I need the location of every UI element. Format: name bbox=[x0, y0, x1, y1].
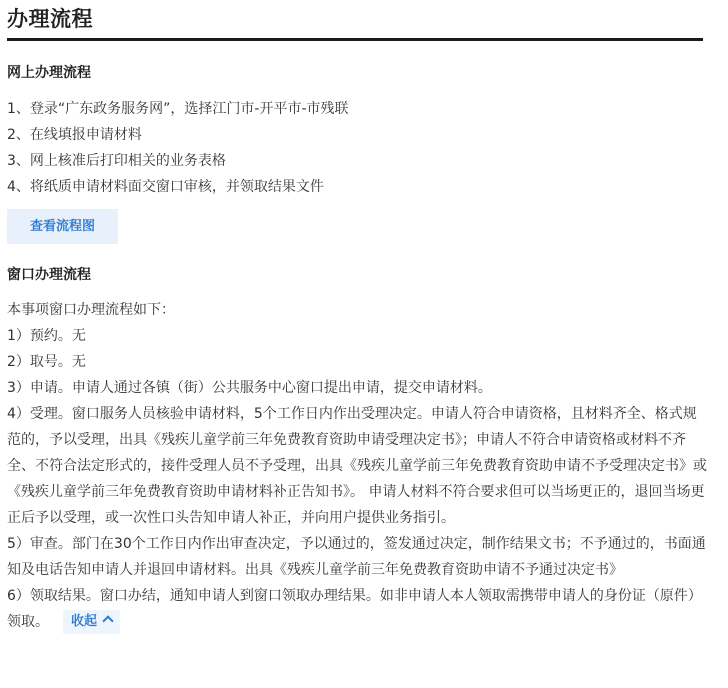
collapse-label: 收起 bbox=[71, 614, 98, 629]
online-step-2: 2、在线填报申请材料 bbox=[7, 127, 142, 143]
window-process-body bbox=[7, 297, 707, 635]
online-step-1: 1、登录“广东政务服务网”，选择江门市-开平市-市残联 bbox=[7, 101, 349, 117]
window-step-5: 5）审查。部门在30个工作日内作出审查决定，予以通过的，签发通过决定，制作结果文书；不予通过的，书面通知及电话告知申请人并退回申请材料。出具《残疾儿童学前三年免费教育资助申请不予通过决定书》 bbox=[7, 536, 706, 578]
window-step-4: 4）受理。窗口服务人员核验申请材料，5个工作日内作出受理决定。申请人符合申请资格，且材料齐全、格式规范的，予以受理，出具《残疾儿童学前三年免费教育资助申请受理决定书》；申请人不符合申请资格或材料不齐全、不符合法定形式的，接件受理人员不予受理，出具《残疾儿童学前三年免费教育资助申请不予受理决定书》或《残疾儿童学前三年免费教育资助申请材料补正告知书》。 申请人材料不符合要求但可以当场更正的，退回当场更正后予以受理，或一次性口头告知申请人补正，并向用户提供业务指引。 bbox=[7, 406, 707, 526]
collapse-button[interactable] bbox=[63, 610, 120, 634]
online-step-4: 4、将纸质申请材料面交窗口审核，并领取结果文件 bbox=[7, 179, 324, 195]
online-process-title: 网上办理流程 bbox=[7, 65, 91, 81]
page-title: 办理流程 bbox=[7, 7, 93, 31]
online-step-3: 3、网上核准后打印相关的业务表格 bbox=[7, 153, 226, 169]
online-steps-list bbox=[7, 96, 349, 200]
window-step-3: 3）申请。申请人通过各镇（街）公共服务中心窗口提出申请，提交申请材料。 bbox=[7, 380, 492, 396]
window-process-title: 窗口办理流程 bbox=[7, 267, 91, 283]
window-step-6: 6）领取结果。窗口办结，通知申请人到窗口领取办理结果。如非申请人本人领取需携带申请人的身份证（原件）领取。 bbox=[7, 588, 702, 630]
window-step-6-wrapper bbox=[7, 583, 707, 635]
title-divider bbox=[7, 38, 703, 41]
window-step-1: 1）预约。无 bbox=[7, 328, 86, 344]
window-step-2: 2）取号。无 bbox=[7, 354, 86, 370]
window-intro: 本事项窗口办理流程如下： bbox=[7, 302, 175, 318]
chevron-up-icon bbox=[102, 615, 113, 626]
view-flowchart-button[interactable]: 查看流程图 bbox=[7, 209, 118, 244]
